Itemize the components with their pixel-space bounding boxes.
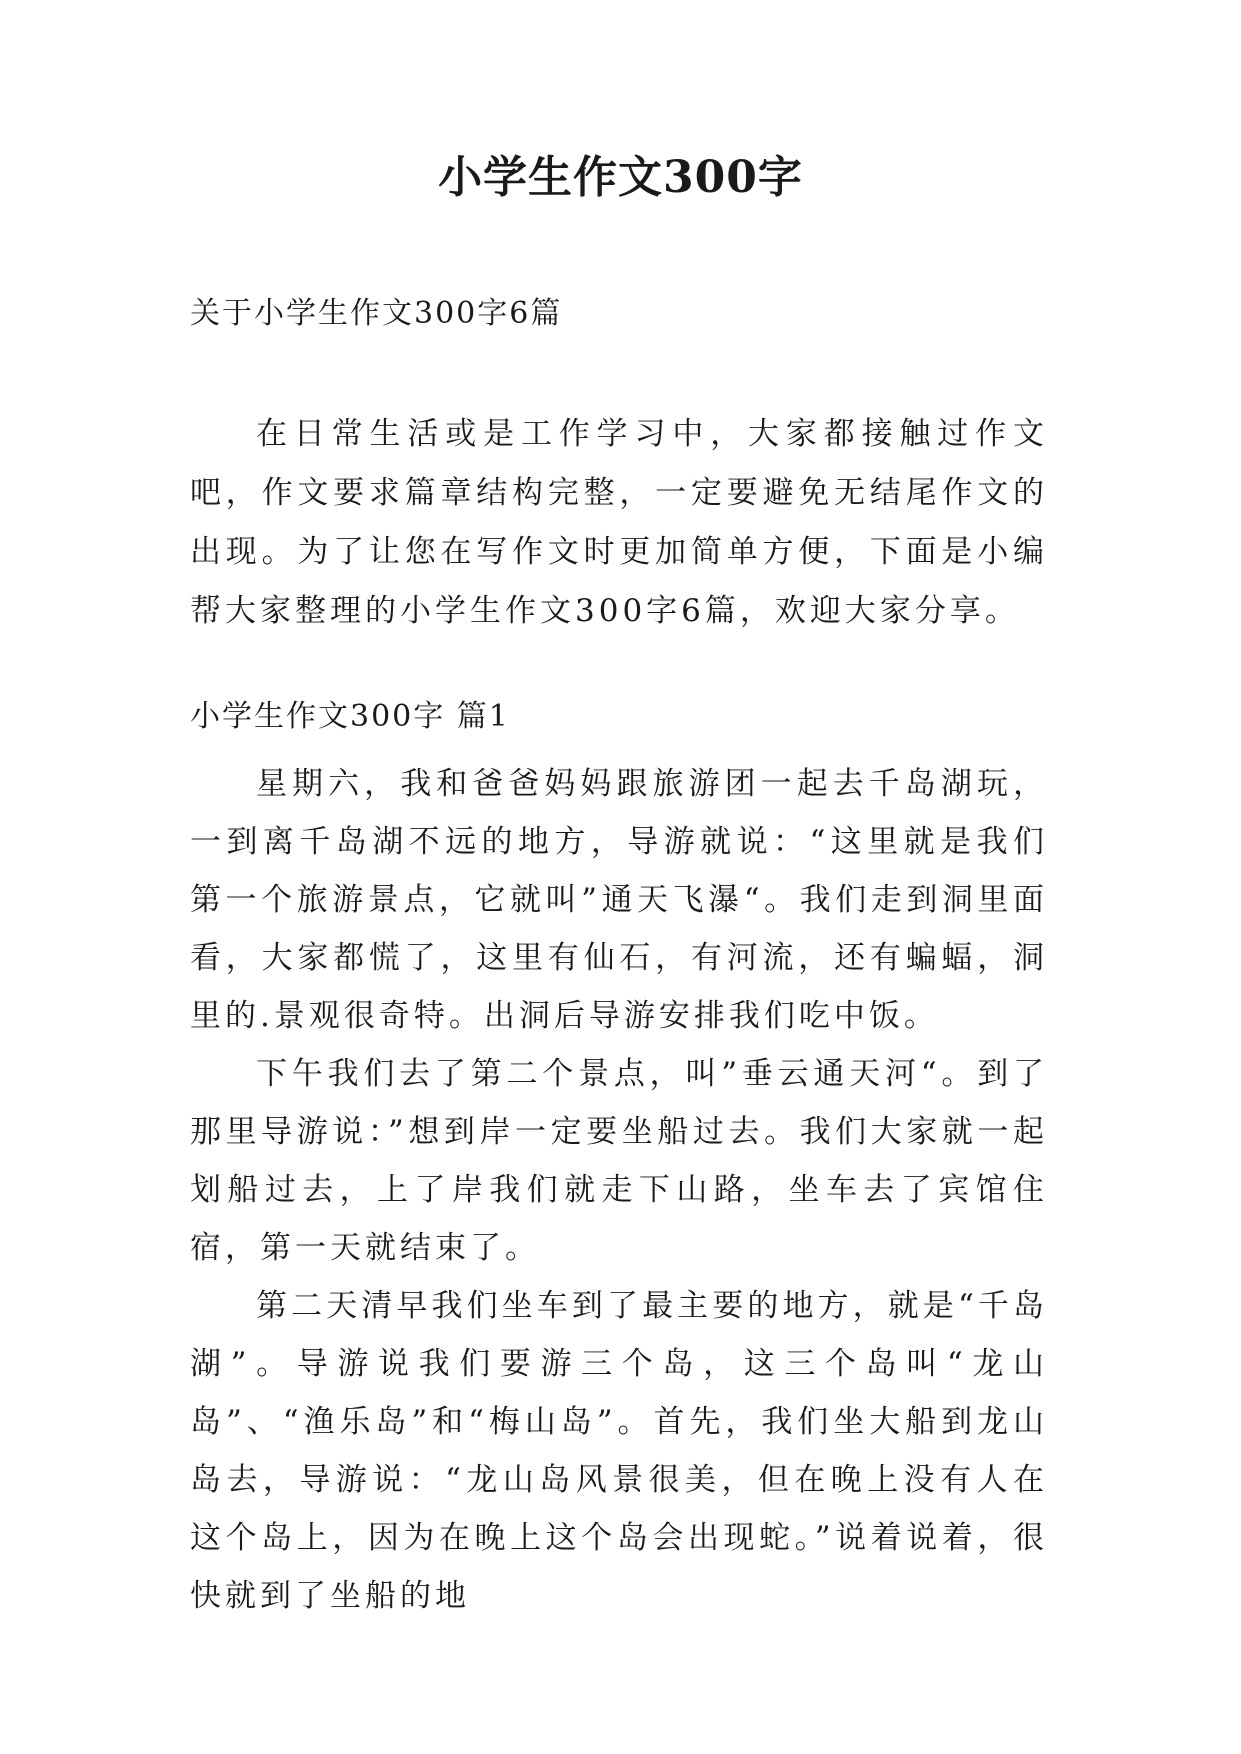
article-paragraph: 第二天清早我们坐车到了最主要的地方，就是“千岛湖”。导游说我们要游三个岛，这三个岛叫“龙山岛”、“渔乐岛”和“梅山岛”。首先，我们坐大船到龙山岛去，导游说：“龙山岛风景很美，但在晚上没有人在这个岛上，因为在晚上这个岛会出现蛇。”说着说着，很快就到了坐船的地 [190, 1288, 1048, 1614]
article-paragraph: 下午我们去了第二个景点，叫”垂云通天河“。到了那里导游说：”想到岸一定要坐船过去。我们大家就一起划船过去，上了岸我们就走下山路，坐车去了宾馆住宿，第一天就结束了。 [190, 1056, 1048, 1266]
article-paragraph: 星期六，我和爸爸妈妈跟旅游团一起去千岛湖玩，一到离千岛湖不远的地方，导游就说：“这里就是我们第一个旅游景点，它就叫”通天飞瀑“。我们走到洞里面看，大家都慌了，这里有仙石，有河流，还有蝙蝠，洞里的.景观很奇特。出洞后导游安排我们吃中饭。 [190, 766, 1048, 1034]
document-subtitle: 关于小学生作文300字6篇 [190, 296, 563, 331]
intro-paragraph: 在日常生活或是工作学习中，大家都接触过作文吧，作文要求篇章结构完整，一定要避免无结尾作文的出现。为了让您在写作文时更加简单方便，下面是小编帮大家整理的小学生作文300字6篇，欢迎大家分享。 [190, 416, 1048, 629]
document-title: 小学生作文300字 [438, 152, 803, 203]
article-body [190, 755, 1048, 1625]
section-heading: 小学生作文300字 篇1 [190, 699, 510, 734]
